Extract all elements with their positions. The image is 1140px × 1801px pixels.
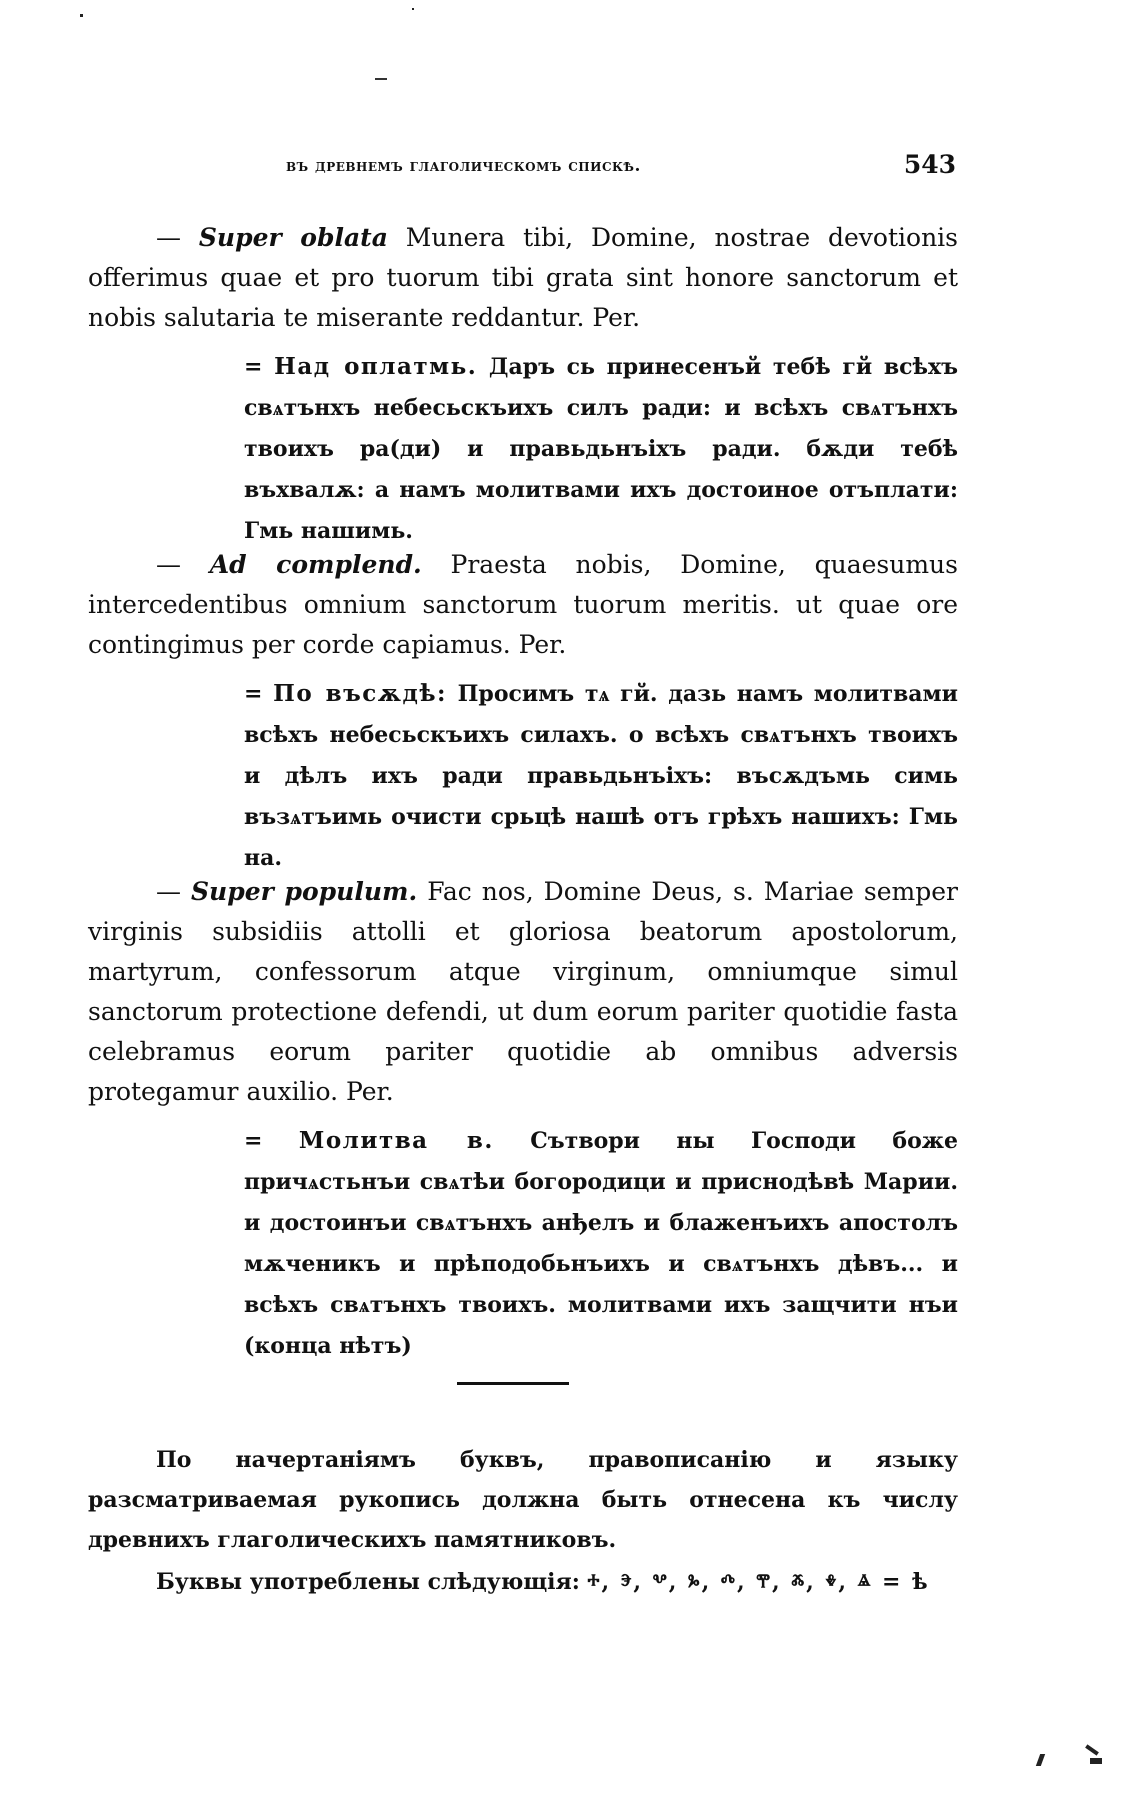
equals-sign: = bbox=[244, 681, 263, 707]
speck bbox=[1036, 1754, 1045, 1766]
note-paragraph: По начертаніямъ буквъ, правописанію и языку разсматриваемая рукопись должна быть отнесена къ числу древнихъ глаголическихъ памятниковъ. bbox=[88, 1447, 958, 1553]
latin-text: Fac nos, Domine Deus, s. Mariae semper virginis subsidiis attolli et gloriosa beatorum apostolorum, martyrum, confessorum atque virginum, omniumque simul sanctorum protectione defendi, ut dum eorum pariter quotidie fasta celebramus eorum pariter quotidie ab omnibus adversis protegamur auxilio. Per. bbox=[88, 877, 959, 1106]
speck bbox=[412, 8, 414, 10]
latin-label: Super populum. bbox=[191, 877, 418, 906]
latin-label: Ad complend. bbox=[209, 550, 422, 579]
speck bbox=[1085, 1744, 1099, 1755]
slavonic-text: Даръ сь принесенъй тебѣ гй всѣхъ свѧтънхъ небесьскъихъ силъ ради: и всѣхъ свѧтънхъ твоихъ ра(ди) и правьдьнъіхъ ради. бѫди тебѣ въхвалѫ: а намъ молитвами ихъ достоиное отъплати: Гмь нашимь. bbox=[244, 354, 958, 544]
slavonic-label: По въсѫдѣ: bbox=[273, 680, 447, 707]
running-head: въ древнемъ глаголическомъ спискѣ. bbox=[286, 156, 641, 176]
slavonic-label: Над оплатмь. bbox=[274, 353, 478, 380]
equals-sign: = bbox=[244, 354, 263, 380]
equals-sign: = bbox=[244, 1128, 263, 1154]
slavonic-text: Сътвори ны Господи боже причѧстьнъи свѧтѣи богородици и приснодѣвѣ Марии. и достоинъи свѧтънхъ анђелъ и блаженъихъ апостолъ мѫченикъ и прѣподобьнъихъ и свѧтънхъ дѣвъ... и всѣхъ свѧтънхъ твоихъ. молитвами ихъ защчити нъи (конца нѣтъ) bbox=[244, 1128, 958, 1359]
manuscript-note bbox=[88, 1440, 958, 1560]
slavonic-prayer-po-vasade bbox=[244, 673, 958, 879]
dash: — bbox=[156, 877, 181, 906]
dash: — bbox=[156, 550, 181, 579]
speck bbox=[1090, 1758, 1102, 1764]
slavonic-prayer-nad-oplatm bbox=[244, 346, 958, 552]
latin-text: Praesta nobis, Domine, quaesumus intercedentibus omnium sanctorum tuorum meritis. ut quae ore contingimus per corde capiamus. Per. bbox=[88, 550, 958, 659]
glagolitic-letters: ⰰ, ⰵ, ⰲ, ⰳ, ⰴ, ⰹ, ⰶ, ⰷ, ⱑ = ѣ bbox=[587, 1569, 930, 1595]
latin-prayer-ad-complend bbox=[88, 545, 958, 665]
speck bbox=[80, 14, 83, 17]
letters-intro: Буквы употреблены слѣдующія: bbox=[156, 1569, 580, 1595]
latin-prayer-super-oblata bbox=[88, 218, 958, 338]
section-divider bbox=[457, 1382, 569, 1385]
latin-prayer-super-populum bbox=[88, 872, 958, 1112]
slavonic-prayer-molitva bbox=[244, 1120, 958, 1367]
letters-line bbox=[88, 1562, 958, 1602]
page-header bbox=[256, 150, 956, 186]
slavonic-text: Просимъ тѧ гй. дазь намъ молитвами всѣхъ небесьскъихъ силахъ. о всѣхъ свѧтънхъ твоихъ и дѣлъ ихъ ради правьдьнъіхъ: въсѫдъмь симь възѧтъимь очисти срьцѣ нашѣ отъ грѣхъ нашихъ: Гмь на. bbox=[244, 681, 958, 871]
dash: — bbox=[156, 223, 181, 252]
latin-label: Super oblata bbox=[198, 223, 388, 252]
top-mark bbox=[375, 78, 387, 80]
slavonic-label: Молитва в. bbox=[298, 1127, 494, 1154]
page-number: 543 bbox=[903, 150, 956, 179]
latin-text: Munera tibi, Domine, nostrae devotionis offerimus quae et pro tuorum tibi grata sint honore sanctorum et nobis salutaria te miserante reddantur. Per. bbox=[88, 223, 958, 332]
